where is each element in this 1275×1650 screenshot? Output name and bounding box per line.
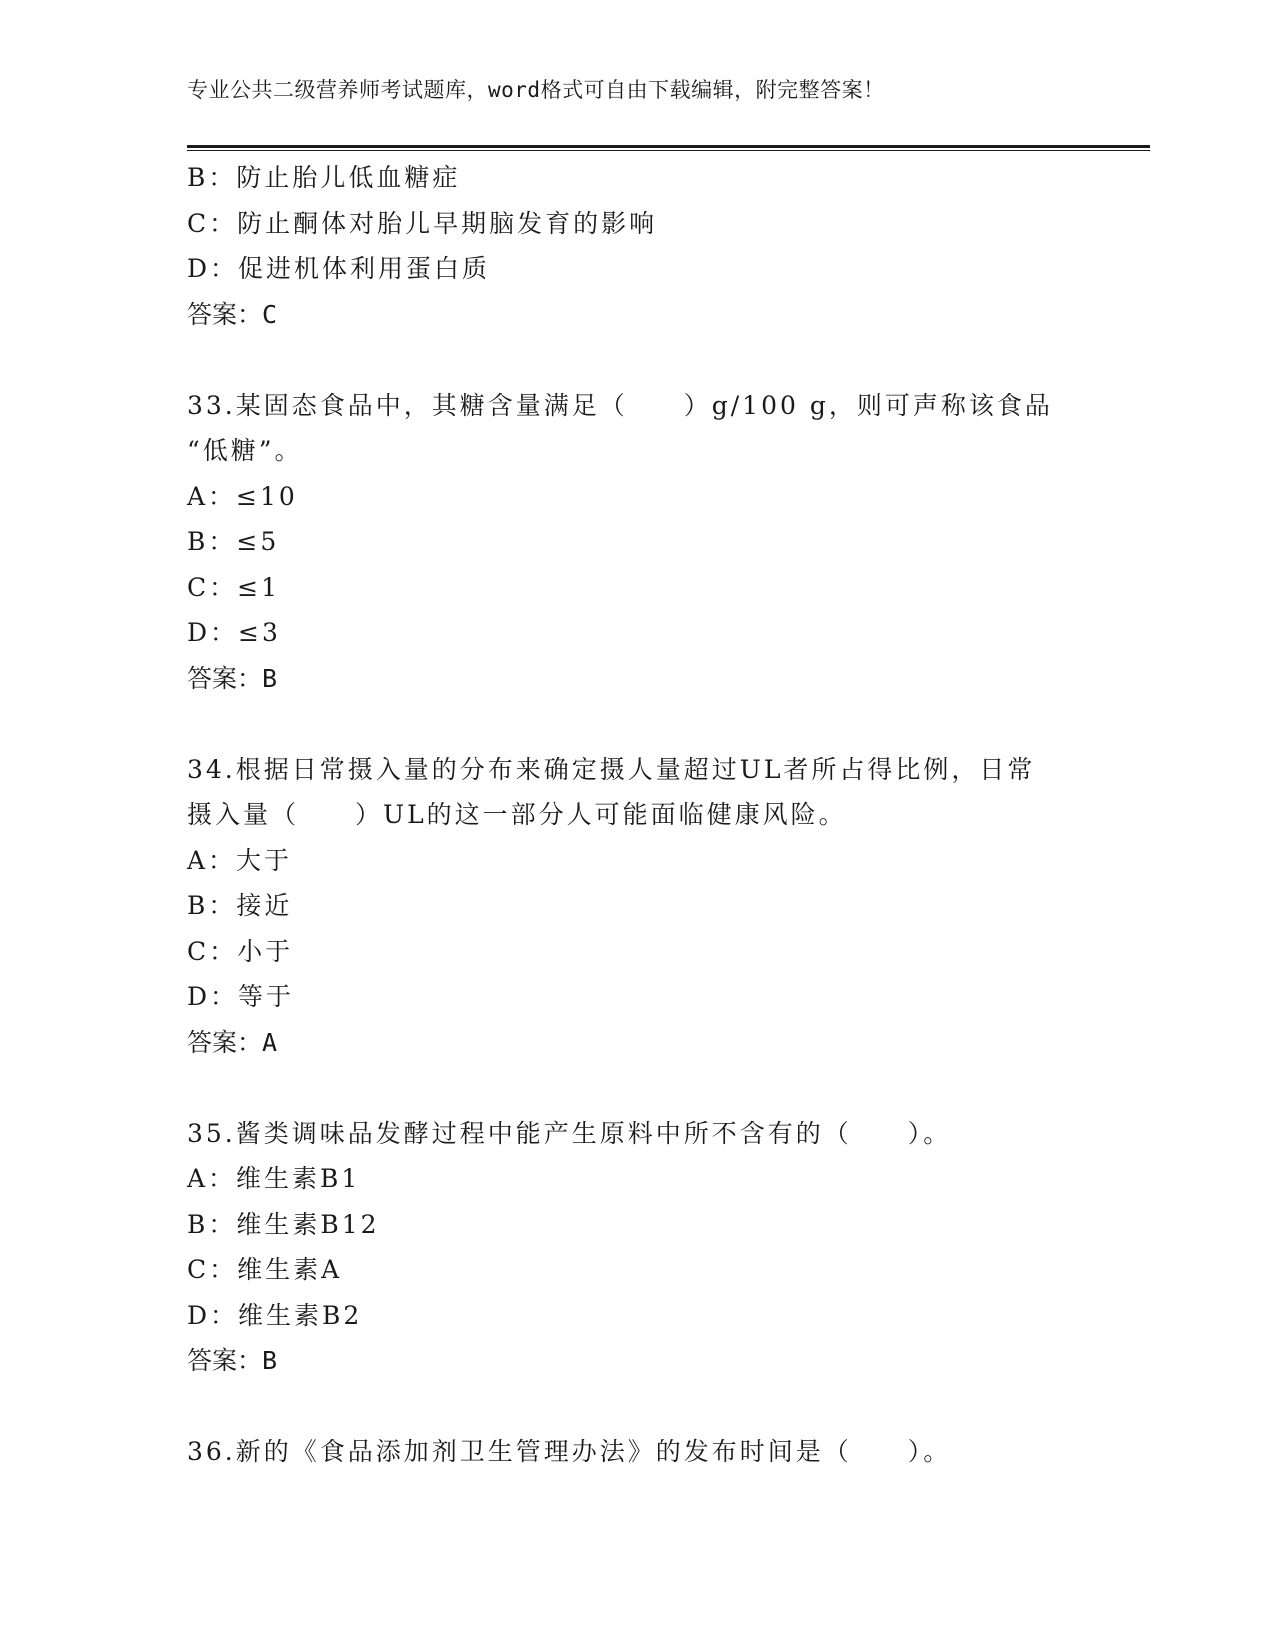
- question-stem-line: 36.新的《食品添加剂卫生管理办法》的发布时间是（ ）。: [187, 1437, 952, 1466]
- option-b: B：防止胎儿低血糖症: [187, 163, 461, 192]
- spacer: [187, 701, 1067, 747]
- option-d: D：维生素B2: [187, 1300, 363, 1330]
- page-header: 专业公共二级营养师考试题库，word格式可自由下载编辑，附完整答案！: [187, 78, 885, 102]
- question-35: [187, 1111, 1067, 1384]
- option-b: B：接近: [187, 891, 293, 920]
- option-c: C：≤1: [187, 572, 280, 602]
- spacer: [187, 1065, 1067, 1111]
- header-rule-thin: [187, 150, 1150, 151]
- question-32-continuation: [187, 155, 1067, 337]
- spacer: [187, 337, 1067, 383]
- spacer: [187, 1384, 1067, 1430]
- answer-line: 答案：A: [187, 1027, 278, 1057]
- option-a: A：≤10: [187, 481, 298, 511]
- option-c: C：维生素A: [187, 1255, 343, 1284]
- option-b: B：≤5: [187, 527, 280, 556]
- answer-line: 答案：B: [187, 1346, 278, 1375]
- question-stem-line: 摄入量（ ）UL的这一部分人可能面临健康风险。: [187, 800, 847, 829]
- option-c: C：小于: [187, 936, 294, 966]
- question-34: [187, 747, 1067, 1066]
- option-a: A：维生素B1: [187, 1164, 361, 1193]
- question-33: [187, 383, 1067, 702]
- option-c: C：防止酮体对胎儿早期脑发育的影响: [187, 208, 658, 238]
- document-body: [187, 155, 1067, 1475]
- answer-line: 答案：C: [187, 299, 278, 329]
- question-stem-line: 34.根据日常摄入量的分布来确定摄人量超过UL者所占得比例，日常: [187, 754, 1036, 784]
- question-stem-line: 35.酱类调味品发酵过程中能产生原料中所不含有的（ ）。: [187, 1118, 952, 1148]
- question-stem-line: “低糖”。: [187, 436, 303, 465]
- option-d: D：促进机体利用蛋白质: [187, 254, 491, 283]
- option-b: B：维生素B12: [187, 1209, 380, 1239]
- option-d: D：≤3: [187, 618, 281, 647]
- question-36: [187, 1429, 1067, 1475]
- question-stem-line: 33.某固态食品中，其糖含量满足（ ）g/100 g，则可声称该食品: [187, 390, 1053, 420]
- option-d: D：等于: [187, 982, 295, 1011]
- answer-line: 答案：B: [187, 663, 278, 693]
- option-a: A：大于: [187, 845, 293, 875]
- header-rule-thick: [187, 145, 1150, 148]
